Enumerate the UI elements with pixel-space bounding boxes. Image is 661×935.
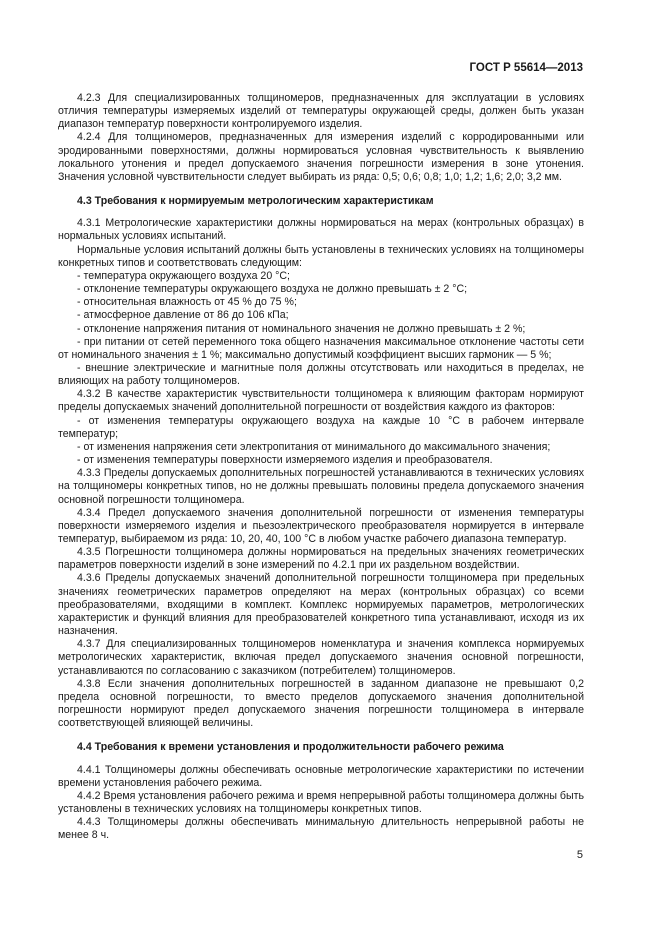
document-header: ГОСТ Р 55614—2013 (469, 62, 583, 74)
paragraph: 4.3.7 Для специализированных толщиномеров номенклатура и значения комплекса нормируемых метрологических характеристик, включая предел допускаемого значения основной погрешности, устанавливаются по согласованию с заказчиком (потребителем) толщиномеров. (58, 638, 584, 677)
document-body (58, 92, 584, 842)
paragraph: - температура окружающего воздуха 20 °С; (77, 269, 290, 282)
paragraph: 4.4.1 Толщиномеры должны обеспечивать основные метрологические характеристики по истечении времени установления рабочего режима. (58, 763, 584, 789)
paragraph: - от изменения температуры поверхности измеряемого изделия и преобразователя. (77, 454, 493, 467)
paragraph: 4.3.1 Метрологические характеристики должны нормироваться на мерах (контрольных образцах) в нормальных условиях испытаний. (58, 217, 584, 243)
paragraph: 4.3.2 В качестве характеристик чувствительности толщиномера к влияющим факторам нормируют пределы допускаемых значений дополнительной погрешности от воздействия каждого из факторов: (58, 388, 584, 414)
paragraph: - атмосферное давление от 86 до 106 кПа; (77, 309, 289, 322)
paragraph: - относительная влажность от 45 % до 75 %; (77, 296, 297, 309)
section-heading: 4.3 Требования к нормируемым метрологическим характеристикам (77, 195, 434, 208)
paragraph: - от изменения напряжения сети электропитания от минимального до максимального значения; (77, 440, 551, 453)
page-number: 5 (576, 849, 583, 861)
paragraph: 4.3.3 Пределы допускаемых дополнительных погрешностей устанавливаются в технических условиях на толщиномеры конкретных типов, но не должны превышать половины предела допускаемого значения основной погрешности толщиномера. (58, 467, 584, 506)
paragraph: 4.4.3 Толщиномеры должны обеспечивать минимальную длительность непрерывной работы не менее 8 ч. (58, 816, 584, 842)
paragraph: 4.2.3 Для специализированных толщиномеров, предназначенных для эксплуатации в условиях отличия температуры измеряемых изделий от температуры окружающей среды, должен быть указан диапазон температур поверхности контролируемого изделия. (58, 92, 584, 131)
paragraph: 4.3.6 Пределы допускаемых значений дополнительной погрешности толщиномера при предельных значениях геометрических параметров определяют на мерах (контрольных образцах) со всеми преобразователями, входящими в комплект. Комплекс нормируемых параметров, метрологических характеристик и функций влияния для преобразователей конкретного типа устанавливают, исходя из их назначения. (58, 572, 584, 638)
paragraph: - от изменения температуры окружающего воздуха на каждые 10 °С в рабочем интервале температур; (58, 414, 584, 440)
paragraph: - отклонение температуры окружающего воздуха не должно превышать ± 2 °С; (77, 283, 468, 296)
paragraph: - при питании от сетей переменного тока общего назначения максимальное отклонение частоты сети от номинального значения ± 1 %; максимально допустимый коэффициент высших гармоник — 5 %; (58, 335, 584, 361)
paragraph: - внешние электрические и магнитные поля должны отсутствовать или находиться в пределах, не влияющих на работу толщиномеров. (58, 361, 584, 388)
paragraph: 4.2.4 Для толщиномеров, предназначенных для измерения изделий с корродированными или эродированными поверхностями, должны нормироваться условная чувствительность к выявлению локального утонения и предел допускаемого значения погрешности измерения в зоне утонения. Значения условной чувствительности следует выбирать из ряда: 0,5; 0,6; 0,8; 1,0; 1,2; 1,6; 2,0; 3,2 мм. (58, 131, 584, 183)
section-heading: 4.4 Требования к времени установления и продолжительности рабочего режима (77, 741, 504, 754)
paragraph: Нормальные условия испытаний должны быть установлены в технических условиях на толщиномеры конкретных типов и соответствовать следующим: (58, 243, 584, 269)
paragraph: 4.3.5 Погрешности толщиномера должны нормироваться на предельных значениях геометрических параметров поверхности изделий в зоне измерений по 4.2.1 при их раздельном воздействии. (58, 546, 584, 572)
paragraph: 4.3.8 Если значения дополнительных погрешностей в заданном диапазоне не превышают 0,2 предела основной погрешности, то вместо пределов допускаемого значения дополнительной погрешности нормируют предел допускаемого значения погрешности толщиномера в интервале соответствующей влияющей величины. (58, 677, 584, 730)
paragraph: - отклонение напряжения питания от номинального значения не должно превышать ± 2 %; (77, 322, 526, 335)
paragraph: 4.4.2 Время установления рабочего режима и время непрерывной работы толщиномера должны быть установлены в технических условиях на толщиномеры конкретных типов. (58, 789, 584, 815)
paragraph: 4.3.4 Предел допускаемого значения дополнительной погрешности от изменения температуры поверхности измеряемого изделия и пьезоэлектрического преобразователя нормируется в интервале температур, выбираемом из ряда: 10, 20, 40, 100 °С в любом участке рабочего диапазона температур. (58, 506, 584, 545)
